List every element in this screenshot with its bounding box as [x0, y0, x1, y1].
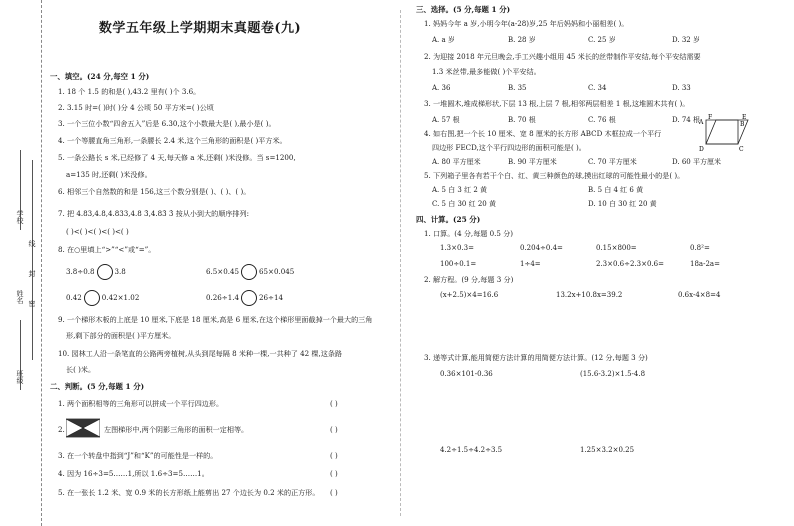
oral-item: 1.3×0.3= — [440, 244, 474, 252]
choice-q2a: 2. 为迎接 2018 年元旦晚会,手工兴趣小组用 45 米长的丝带制作平安结,每个平安结需要 — [424, 52, 701, 61]
vertex-label: A — [699, 119, 704, 126]
vertex-label: C — [739, 146, 744, 153]
judge-q2-num: 2. — [58, 425, 65, 434]
choice-option[interactable]: D. 33 — [672, 84, 691, 92]
fill-q10b: 长( )米。 — [66, 365, 96, 374]
equation-item: 13.2x+10.8x=39.2 — [556, 291, 623, 299]
oral-item: 100÷0.1= — [440, 260, 477, 268]
step-item: 1.25×3.2×0.25 — [580, 446, 635, 454]
equation-item: (x+2.5)×4=16.6 — [440, 291, 499, 299]
vertex-label: F — [708, 114, 713, 121]
choice-option[interactable]: D. 74 根 — [672, 116, 700, 124]
judge-q3: 3. 在一个转盘中指到“J”和“K”的可能性是一样的。 — [58, 451, 218, 460]
compare-right: 65×0.045 — [259, 267, 295, 276]
fill-q1: 1. 18 个 1.5 的和是( ),43.2 里有( )个 3.6。 — [58, 87, 201, 96]
compare-item — [66, 264, 126, 280]
judge-q5: 5. 在一张长 1.2 米、宽 0.9 米的长方形纸上能剪出 27 个边长为 0.2 米的正方形。 — [58, 488, 320, 497]
choice-option[interactable]: A. a 岁 — [432, 36, 455, 44]
calc-step-title: 3. 递等式计算,能用简便方法计算的用简便方法计算。(12 分,每题 3 分) — [424, 353, 648, 362]
choice-option[interactable]: B. 35 — [508, 84, 527, 92]
choice-q4a: 4. 如右图,把一个长 10 厘米、宽 8 厘米的长方形 ABCD 木框拉成一个平行 — [424, 129, 662, 138]
compare-left: 0.42 — [66, 293, 82, 302]
label-mi: 密 — [28, 300, 37, 307]
oral-item: 0.8²= — [690, 244, 710, 252]
compare-item — [66, 290, 139, 306]
compare-right: 3.8 — [114, 267, 126, 276]
calc-eq-title: 2. 解方程。(9 分,每题 3 分) — [424, 275, 514, 284]
compare-circle[interactable] — [241, 264, 257, 280]
judge-q2: 左图梯形中,两个阴影三角形的面积一定相等。 — [104, 425, 249, 434]
fill-q7: 7. 把 4.83,4.8,4.833,4.8 3̇,4.83̇ 3̇ 按从小到大的顺序排列: — [58, 209, 249, 218]
choice-q5: 5. 下列箱子里各有若干个白、红、黄三种颜色的球,摸出红球的可能性最小的是( )。 — [424, 171, 685, 180]
compare-left: 6.5×0.45 — [206, 267, 240, 276]
choice-q4b: 四边形 FECD,这个平行四边形的面积可能是( )。 — [432, 143, 586, 152]
choice-option[interactable]: B. 5 白 4 红 6 黄 — [588, 186, 644, 194]
choice-option[interactable]: A. 57 根 — [432, 116, 460, 124]
section-choice-header: 三、选择。(5 分,每题 1 分) — [416, 5, 511, 14]
parallelogram-figure — [698, 112, 752, 154]
seal-rule — [32, 160, 33, 360]
oral-item: 0.204÷0.4= — [520, 244, 563, 252]
vertex-label: E — [742, 114, 747, 121]
compare-left: 0.26÷1.4 — [206, 293, 240, 302]
fill-q3: 3. 一个三位小数“四舍五入”后是 6.30,这个小数最大是( ),最小是( )。 — [58, 119, 276, 128]
oral-item: 2.3×0.6÷2.3×0.6= — [596, 260, 664, 268]
trapezoid-figure — [66, 418, 100, 438]
choice-option[interactable]: B. 28 岁 — [508, 36, 536, 44]
section-calc-header: 四、计算。(25 分) — [416, 215, 481, 224]
fill-q4: 4. 一个等腰直角三角形,一条腰长 2.4 米,这个三角形的面积是( )平方米。 — [58, 136, 287, 145]
answer-paren[interactable]: ( ) — [330, 489, 338, 497]
compare-circle[interactable] — [97, 264, 113, 280]
column-divider — [400, 10, 401, 516]
vertex-label: D — [699, 146, 704, 153]
oral-item: 1÷4= — [520, 260, 541, 268]
compare-item — [206, 290, 283, 306]
answer-paren[interactable]: ( ) — [330, 470, 338, 478]
section-judge-header: 二、判断。(5 分,每题 1 分) — [50, 382, 145, 391]
compare-right: 0.42×1.02 — [101, 293, 140, 302]
step-item: 4.2÷1.5÷4.2÷3.5 — [440, 446, 503, 454]
choice-option[interactable]: C. 5 白 30 红 20 黄 — [432, 200, 496, 208]
choice-option[interactable]: B. 90 平方厘米 — [508, 158, 557, 166]
choice-q3: 3. 一堆圆木,堆成梯形状,下层 13 根,上层 7 根,相邻两层相差 1 根,这堆圆木共有( )。 — [424, 99, 690, 108]
choice-q2b: 1.3 米丝带,最多能做( )个平安结。 — [432, 67, 541, 76]
equation-item: 0.6x-4×8=4 — [678, 291, 721, 299]
compare-left: 3.8÷0.8 — [66, 267, 95, 276]
answer-paren[interactable]: ( ) — [330, 426, 338, 434]
fill-q10a: 10. 园林工人沿一条笔直的公路两旁植树,从头到尾每隔 8 米种一棵,一共种了 42 棵,这条路 — [58, 349, 343, 358]
answer-paren[interactable]: ( ) — [330, 452, 338, 460]
calc-oral-title: 1. 口算。(4 分,每题 0.5 分) — [424, 229, 514, 238]
label-line: 线 — [28, 240, 37, 247]
choice-option[interactable]: B. 70 根 — [508, 116, 536, 124]
step-item: 0.36×101-0.36 — [440, 370, 493, 378]
choice-option[interactable]: C. 34 — [588, 84, 607, 92]
choice-option[interactable]: D. 10 白 30 红 20 黄 — [588, 200, 657, 208]
label-school: 学校 — [16, 210, 25, 224]
compare-circle[interactable] — [241, 290, 257, 306]
judge-q4: 4. 因为 16÷3=5……1,所以 1.6÷3=5……1。 — [58, 469, 209, 478]
section-fill-header: 一、填空。(24 分,每空 1 分) — [50, 72, 150, 81]
choice-option[interactable]: A. 36 — [432, 84, 451, 92]
fill-q9b: 形,剩下部分的面积是( )平方厘米。 — [66, 331, 176, 340]
choice-q1: 1. 妈妈今年 a 岁,小明今年(a-28)岁,25 年后妈妈和小丽相差( )。 — [424, 19, 629, 28]
choice-option[interactable]: C. 25 岁 — [588, 36, 616, 44]
fill-q6: 6. 相邻三个自然数的和是 156,这三个数分别是( )、( )、( )。 — [58, 187, 251, 196]
fill-q2: 2. 3.15 时=( )时( )分 4 公顷 50 平方米=( )公顷 — [58, 103, 214, 112]
choice-option[interactable]: A. 80 平方厘米 — [432, 158, 481, 166]
page-title: 数学五年级上学期期末真题卷(九) — [98, 21, 302, 36]
vertex-label: B — [740, 121, 745, 128]
label-class: 班级 — [16, 370, 25, 384]
oral-item: 0.15×800= — [596, 244, 637, 252]
choice-option[interactable]: D. 60 平方厘米 — [672, 158, 721, 166]
fill-q7-blanks: ( )<( )<( )<( )<( ) — [66, 227, 129, 236]
label-seal: 封 — [28, 270, 37, 277]
answer-paren[interactable]: ( ) — [330, 400, 338, 408]
fill-q5b: a=135 时,还剩( )米没修。 — [66, 170, 152, 179]
choice-option[interactable]: D. 32 岁 — [672, 36, 700, 44]
judge-q1: 1. 两个面积相等的三角形可以拼成一个平行四边形。 — [58, 399, 224, 408]
binding-margin — [0, 0, 42, 526]
choice-option[interactable]: C. 76 根 — [588, 116, 616, 124]
compare-circle[interactable] — [84, 290, 100, 306]
choice-option[interactable]: A. 5 白 3 红 2 黄 — [432, 186, 487, 194]
compare-right: 26÷14 — [259, 293, 284, 302]
choice-option[interactable]: C. 70 平方厘米 — [588, 158, 637, 166]
compare-item — [206, 264, 294, 280]
label-name: 姓名 — [16, 290, 25, 304]
fill-q9a: 9. 一个梯形木板的上底是 10 厘米,下底是 18 厘米,高是 6 厘米,在这个梯形里面截掉一个最大的三角 — [58, 315, 373, 324]
fill-q8: 8. 在○里填上“>”“<”或“=”。 — [58, 245, 156, 254]
fill-q5a: 5. 一条公路长 s 米,已经修了 4 天,每天修 a 米,还剩( )米没修。当 s=1200, — [58, 153, 296, 162]
step-item: (15.6-3.2)×1.5-4.8 — [580, 370, 646, 378]
oral-item: 18a-2a= — [690, 260, 720, 268]
